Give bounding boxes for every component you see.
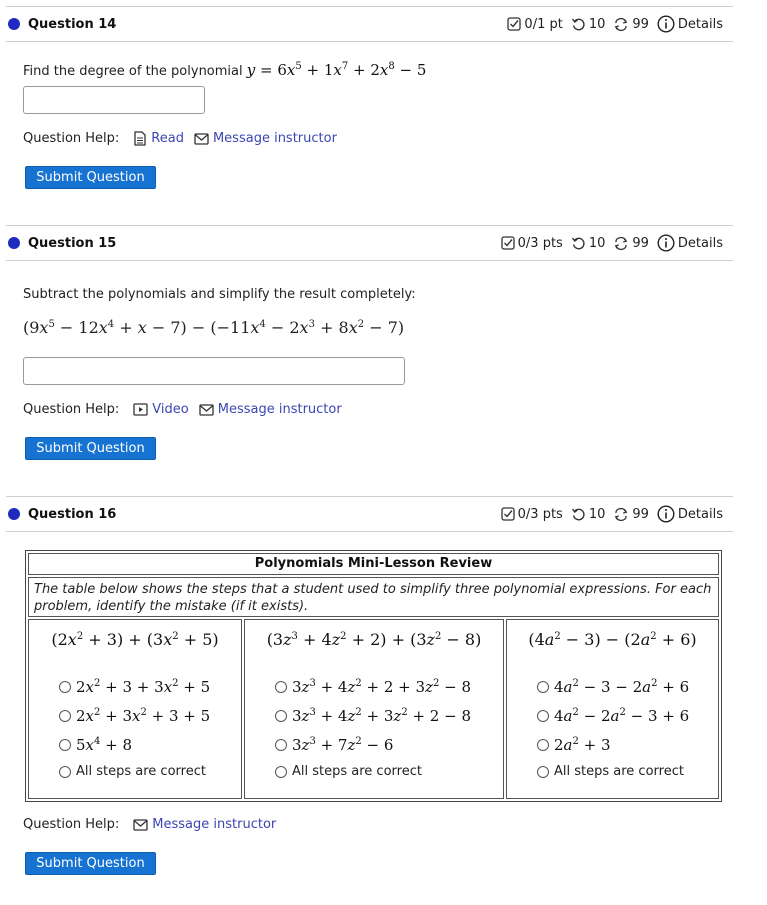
question-title: Question 15 [28, 235, 117, 251]
question-15-prompt: Subtract the polynomials and simplify the result completely: [23, 287, 416, 302]
question-16-submit-button[interactable]: Submit Question [25, 852, 156, 875]
question-14-submit-button[interactable]: Submit Question [25, 166, 156, 189]
all-correct-label: All steps are correct [554, 764, 684, 779]
help-label: Question Help: [23, 131, 120, 146]
radio-button[interactable] [537, 766, 549, 778]
question-15-header [6, 225, 733, 261]
details-link[interactable] [657, 234, 723, 252]
question-16-header [6, 496, 733, 532]
retry-icon [571, 236, 586, 251]
option-row[interactable]: $3z^3 + 4z^2 + 2 + 3z^2 - 8$ [275, 678, 471, 696]
message-instructor-label: Message instructor [212, 131, 337, 146]
radio-button[interactable] [59, 739, 71, 751]
checkbox-icon [507, 17, 521, 31]
option-row[interactable] [275, 764, 422, 779]
mini-lesson-title: Polynomials Mini-Lesson Review [28, 553, 719, 575]
option-row[interactable]: $5x^4 + 8$ [59, 736, 132, 754]
option-row[interactable]: $4a^2 - 3 - 2a^2 + 6$ [537, 678, 689, 696]
attempts-icon [613, 17, 629, 32]
info-icon [657, 505, 675, 523]
read-link-label: Read [151, 131, 184, 146]
attempts-count: 99 [632, 506, 649, 522]
problem-column-2 [244, 619, 504, 799]
radio-button[interactable] [537, 739, 549, 751]
option-row[interactable]: $4a^2 - 2a^2 - 3 + 6$ [537, 707, 689, 725]
question-14-answer-input[interactable] [23, 86, 205, 114]
help-label: Question Help: [23, 817, 120, 832]
help-label: Question Help: [23, 402, 120, 417]
message-instructor-link[interactable] [194, 131, 337, 146]
retries-count: 10 [588, 16, 606, 32]
video-link-label: Video [152, 402, 189, 417]
question-15-answer-input[interactable] [23, 357, 405, 385]
option-row[interactable]: $2x^2 + 3 + 3x^2 + 5$ [59, 678, 210, 696]
mini-lesson-table [25, 550, 722, 802]
problem-column-1 [28, 619, 242, 799]
all-correct-label: All steps are correct [292, 764, 422, 779]
option-row[interactable]: $3z^3 + 4z^2 + 3z^2 + 2 - 8$ [275, 707, 471, 725]
attempts-count: 99 [632, 235, 649, 251]
checkbox-icon [501, 236, 515, 250]
details-link[interactable] [657, 15, 723, 33]
problem-expression: $(4a^2 - 3) - (2a^2 + 6)$ [528, 630, 697, 649]
retries-count: 10 [588, 506, 606, 522]
details-label: Details [677, 235, 723, 251]
question-14-prompt [23, 61, 426, 79]
attempts-icon [613, 236, 629, 251]
read-link[interactable] [133, 131, 184, 146]
video-icon [133, 403, 148, 416]
question-status-dot [8, 508, 20, 520]
mini-lesson-description: The table below shows the steps that a student used to simplify three polynomial expressions. For each problem, identify the mistake (if it exists). [28, 577, 719, 617]
question-14-header [6, 6, 733, 42]
problem-expression: $(2x^2 + 3) + (3x^2 + 5)$ [51, 630, 219, 649]
mail-icon [133, 819, 148, 831]
details-label: Details [677, 506, 723, 522]
all-correct-label: All steps are correct [76, 764, 206, 779]
radio-button[interactable] [275, 739, 287, 751]
option-row[interactable]: $2x^2 + 3x^2 + 3 + 5$ [59, 707, 210, 725]
attempts-icon [613, 507, 629, 522]
question-15-submit-button[interactable]: Submit Question [25, 437, 156, 460]
details-link[interactable] [657, 505, 723, 523]
mail-icon [194, 133, 209, 145]
option-row[interactable]: $3z^3 + 7z^2 - 6$ [275, 736, 393, 754]
retry-icon [571, 507, 586, 522]
prompt-text: Find the degree of the polynomial [23, 64, 243, 79]
radio-button[interactable] [537, 681, 549, 693]
retries-count: 10 [588, 235, 606, 251]
option-row[interactable]: $2a^2 + 3$ [537, 736, 611, 754]
radio-button[interactable] [59, 681, 71, 693]
retry-icon [571, 17, 586, 32]
info-icon [657, 15, 675, 33]
polynomial-expression: $y = 6x^5 + 1x^7 + 2x^8 - 5$ [246, 61, 427, 79]
score-text: 0/3 pts [517, 506, 563, 522]
attempts-count: 99 [632, 16, 649, 32]
question-status-dot [8, 237, 20, 249]
radio-button[interactable] [275, 681, 287, 693]
document-icon [133, 131, 147, 146]
option-row[interactable] [537, 764, 684, 779]
info-icon [657, 234, 675, 252]
details-label: Details [677, 16, 723, 32]
problem-column-3 [506, 619, 719, 799]
video-link[interactable] [133, 402, 188, 417]
score-text: 0/3 pts [517, 235, 563, 251]
radio-button[interactable] [537, 710, 549, 722]
checkbox-icon [501, 507, 515, 521]
question-title: Question 16 [28, 506, 117, 522]
score-text: 0/1 pt [524, 16, 563, 32]
radio-button[interactable] [275, 710, 287, 722]
message-instructor-link[interactable] [199, 402, 342, 417]
radio-button[interactable] [59, 766, 71, 778]
option-row[interactable] [59, 764, 206, 779]
question-16-help [23, 817, 276, 832]
problem-expression: $(3z^3 + 4z^2 + 2) + (3z^2 - 8)$ [266, 630, 482, 649]
message-instructor-label: Message instructor [152, 817, 277, 832]
mail-icon [199, 404, 214, 416]
radio-button[interactable] [275, 766, 287, 778]
radio-button[interactable] [59, 710, 71, 722]
question-15-help [23, 402, 342, 417]
polynomial-subtraction-expression: $(9x^5 - 12x^4 + x - 7) - (-11x^4 - 2x^3 + 8x^2 - 7)$ [23, 318, 405, 337]
question-14-help [23, 131, 337, 146]
question-status-dot [8, 18, 20, 30]
message-instructor-label: Message instructor [217, 402, 342, 417]
question-title: Question 14 [28, 16, 117, 32]
message-instructor-link[interactable] [133, 817, 276, 832]
